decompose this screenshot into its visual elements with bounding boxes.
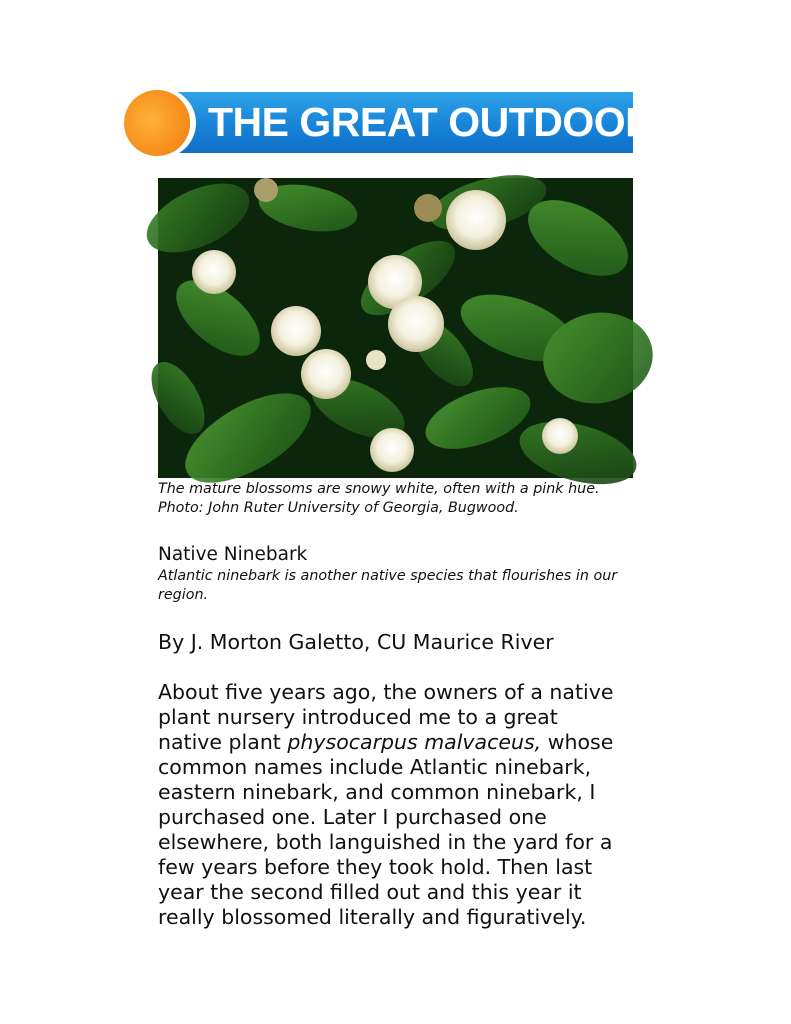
species-name: physocarpus malvaceus, [287,730,542,754]
article-subheading: Atlantic ninebark is another native species that flourishes in our region. [158,568,618,603]
sun-logo-icon [124,90,190,156]
article-byline: By J. Morton Galetto, CU Maurice River [158,630,554,654]
banner-title: THE GREAT OUTDOORS [208,99,682,145]
header-banner [158,92,682,153]
article-heading: Native Ninebark [158,544,308,565]
photo-caption: The mature blossoms are snowy white, often with a pink hue. Photo: John Ruter University of Georgia, Bugwood. [158,481,600,516]
article-body [158,680,628,930]
body-text-end: whose common names include Atlantic ninebark, eastern ninebark, and common ninebark, I purchased one. Later I purchased one elsewhere, both languished in the yard for a few years before they took hold. Then last year the second filled out and this year it really blossomed literally and figuratively. [158,730,614,929]
ninebark-photo [158,178,633,478]
body-text-start: About five years ago, the owners of a native plant nursery introduced me to a great native plant [158,680,614,754]
